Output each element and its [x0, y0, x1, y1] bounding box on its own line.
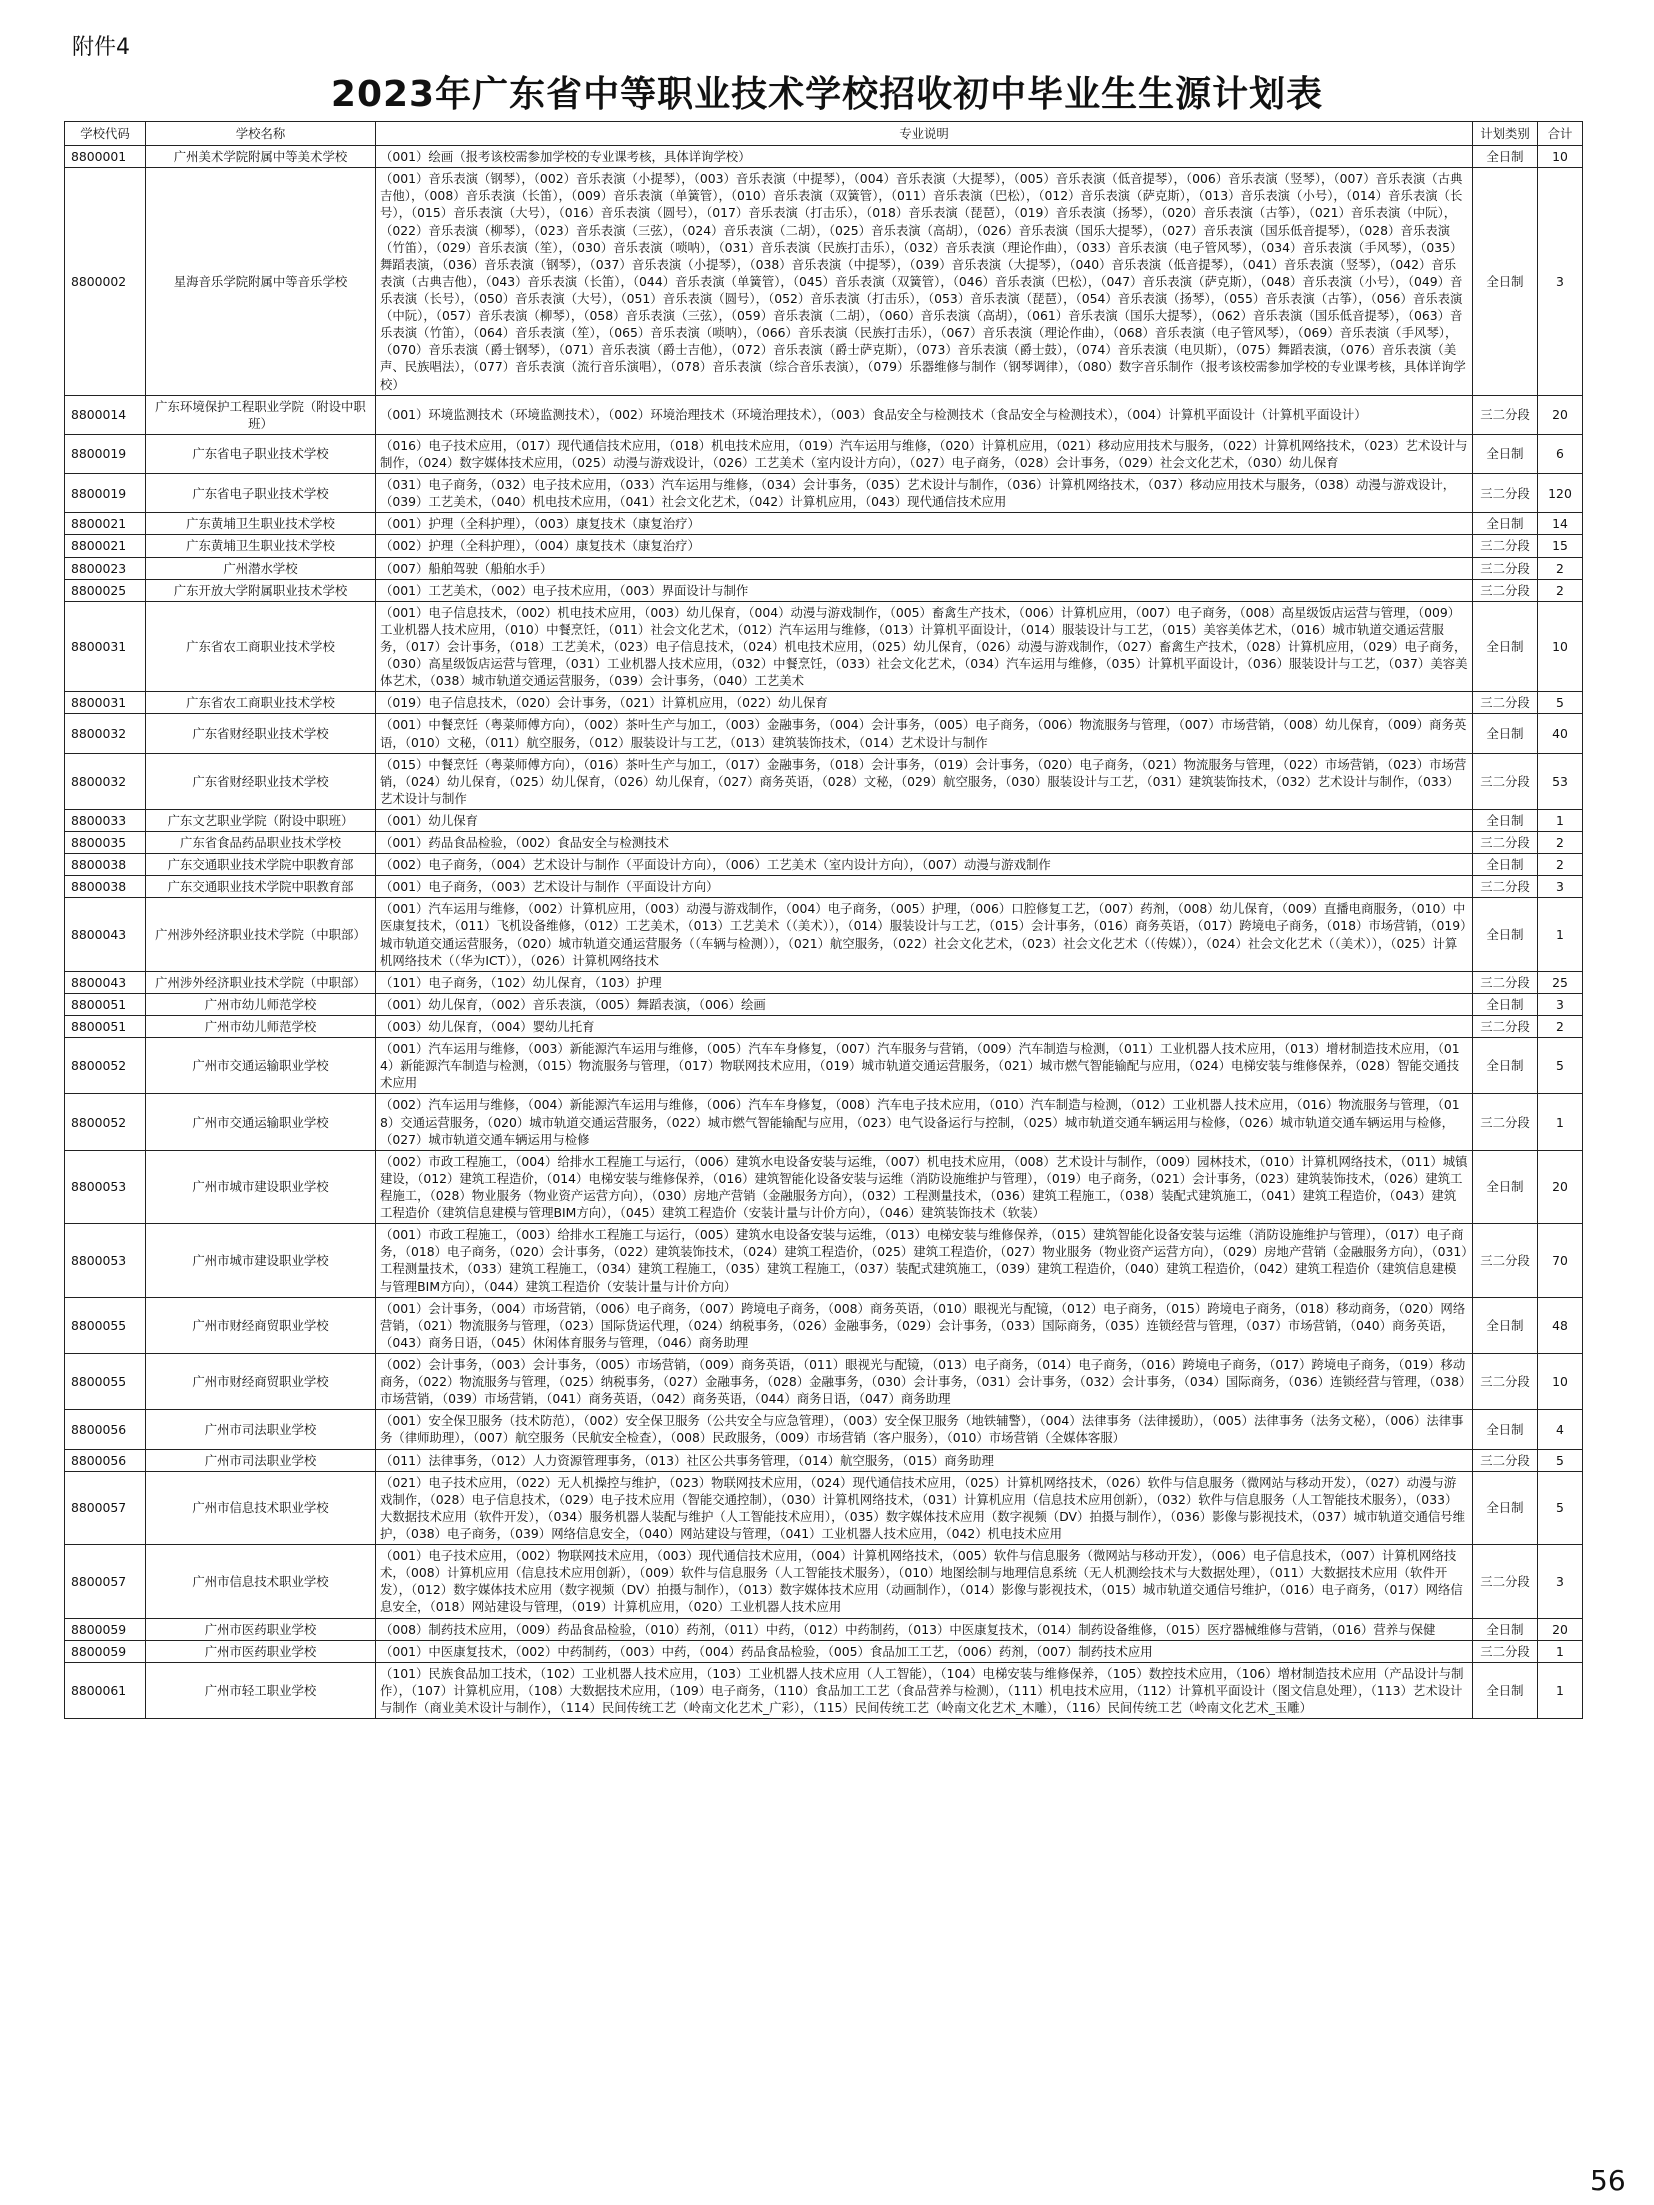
major-description-cell: （007）船舶驾驶（船舶水手）	[376, 557, 1473, 579]
table-row	[65, 146, 1583, 168]
major-description-cell: （001）工艺美术，（002）电子技术应用，（003）界面设计与制作	[376, 579, 1473, 601]
major-description-cell: （001）汽车运用与维修，（002）计算机应用，（003）动漫与游戏制作，（004）电子商务，（005）护理，（006）口腔修复工艺，（007）药剂，（008）幼儿保育，（009）直播电商服务，（010）中医康复技术，（011）飞机设备维修，（012）工艺美术，（013）工艺美术（（美术）），（014）服装设计与工艺，（015）会计事务，（016）商务英语，（017）跨境电子商务，（018）市场营销，（019）城市轨道交通运营服务，（020）城市轨道交通运营服务（（车辆与检测）），（021）航空服务，（022）社会文化艺术，（023）社会文化艺术（（传媒）），（024）社会文化艺术（（美术）），（025）计算机网络技术（（华为ICT）），（026）计算机网络技术	[376, 898, 1473, 971]
plan-type-cell: 全日制	[1473, 1662, 1538, 1718]
total-cell: 53	[1538, 753, 1583, 809]
school-code-cell: 8800021	[65, 535, 146, 557]
school-code-cell: 8800052	[65, 1094, 146, 1150]
plan-type-cell: 三二分段	[1473, 1354, 1538, 1410]
major-description-cell: （021）电子技术应用，（022）无人机操控与维护，（023）物联网技术应用，（024）现代通信技术应用，（025）计算机网络技术，（026）软件与信息服务（微网站与移动开发），（027）动漫与游戏制作，（028）电子信息技术，（029）电子技术应用（智能交通控制），（030）计算机网络技术，（031）计算机应用（信息技术应用创新），（032）软件与信息服务（人工智能技术服务），（033）大数据技术应用（软件开发），（034）服务机器人装配与维护（人工智能技术应用），（035）数字媒体技术应用（数字视频（DV）拍摄与制作），（036）影像与影视技术，（037）城市轨道交通信号维护，（038）电子商务，（039）网络信息安全，（040）网站建设与管理，（041）工业机器人技术应用，（042）机电技术应用	[376, 1471, 1473, 1544]
school-code-cell: 8800038	[65, 854, 146, 876]
school-code-cell: 8800032	[65, 753, 146, 809]
total-cell: 6	[1538, 434, 1583, 473]
table-row	[65, 474, 1583, 513]
major-description-cell: （015）中餐烹饪（粤菜师傅方向），（016）茶叶生产与加工，（017）金融事务，（018）会计事务，（019）会计事务，（020）电子商务，（021）物流服务与管理，（022）市场营销，（023）市场营销，（024）幼儿保育，（025）幼儿保育，（026）幼儿保育，（027）商务英语，（028）文秘，（029）航空服务，（030）服装设计与工艺，（031）建筑装饰技术，（032）艺术设计与制作，（033）艺术设计与制作	[376, 753, 1473, 809]
school-code-cell: 8800055	[65, 1354, 146, 1410]
plan-type-cell: 全日制	[1473, 714, 1538, 753]
plan-type-cell: 全日制	[1473, 601, 1538, 692]
table-row	[65, 1150, 1583, 1223]
table-row	[65, 809, 1583, 831]
school-name-cell: 广州市交通运输职业学校	[146, 1038, 376, 1094]
school-code-cell: 8800056	[65, 1410, 146, 1449]
school-code-cell: 8800061	[65, 1662, 146, 1718]
school-name-cell: 广州涉外经济职业技术学院（中职部）	[146, 898, 376, 971]
major-description-cell: （001）幼儿保育	[376, 809, 1473, 831]
total-cell: 1	[1538, 1094, 1583, 1150]
table-row	[65, 1618, 1583, 1640]
table-row	[65, 1410, 1583, 1449]
school-code-cell: 8800038	[65, 876, 146, 898]
school-code-cell: 8800057	[65, 1545, 146, 1618]
major-description-cell: （002）电子商务，（004）艺术设计与制作（平面设计方向），（006）工艺美术（室内设计方向），（007）动漫与游戏制作	[376, 854, 1473, 876]
school-code-cell: 8800053	[65, 1150, 146, 1223]
school-name-cell: 广东文艺职业学院（附设中职班）	[146, 809, 376, 831]
plan-type-cell: 全日制	[1473, 168, 1538, 395]
total-cell: 1	[1538, 898, 1583, 971]
major-description-cell: （016）电子技术应用，（017）现代通信技术应用，（018）机电技术应用，（019）汽车运用与维修，（020）计算机应用，（021）移动应用技术与服务，（022）计算机网络技术，（023）艺术设计与制作，（024）数字媒体技术应用，（025）动漫与游戏设计，（026）工艺美术（室内设计方向），（027）电子商务，（028）会计事务，（029）社会文化艺术，（030）幼儿保育	[376, 434, 1473, 473]
table-row	[65, 1016, 1583, 1038]
school-code-cell: 8800043	[65, 898, 146, 971]
total-cell: 2	[1538, 1016, 1583, 1038]
school-code-cell: 8800025	[65, 579, 146, 601]
header-plan-type: 计划类别	[1473, 122, 1538, 146]
table-header-row	[65, 122, 1583, 146]
plan-type-cell: 全日制	[1473, 898, 1538, 971]
plan-type-cell: 三二分段	[1473, 971, 1538, 993]
major-description-cell: （001）护理（全科护理），（003）康复技术（康复治疗）	[376, 513, 1473, 535]
table-row	[65, 395, 1583, 434]
table-row	[65, 898, 1583, 971]
total-cell: 48	[1538, 1297, 1583, 1353]
total-cell: 5	[1538, 1038, 1583, 1094]
header-total: 合计	[1538, 122, 1583, 146]
table-row	[65, 971, 1583, 993]
total-cell: 3	[1538, 993, 1583, 1015]
table-row	[65, 1471, 1583, 1544]
total-cell: 2	[1538, 854, 1583, 876]
plan-type-cell: 全日制	[1473, 809, 1538, 831]
major-description-cell: （002）市政工程施工，（004）给排水工程施工与运行，（006）建筑水电设备安装与运维，（007）机电技术应用，（008）艺术设计与制作，（009）园林技术，（010）计算机网络技术，（011）城镇建设，（012）建筑工程造价，（014）电梯安装与维修保养，（016）建筑智能化设备安装与运维（消防设施维护与管理），（019）电子商务，（021）会计事务，（023）建筑装饰技术，（026）建筑工程施工，（028）物业服务（物业资产运营方向），（030）房地产营销（金融服务方向），（032）工程测量技术，（036）建筑工程施工，（038）装配式建筑施工，（041）建筑工程造价，（043）建筑工程造价（建筑信息建模与管理BIM方向），（045）建筑工程造价（安装计量与计价方向），（046）建筑装饰技术（软装）	[376, 1150, 1473, 1223]
major-description-cell: （001）绘画（报考该校需参加学校的专业课考核，具体详询学校）	[376, 146, 1473, 168]
school-name-cell: 广州市医药职业学校	[146, 1640, 376, 1662]
major-description-cell: （001）汽车运用与维修，（003）新能源汽车运用与维修，（005）汽车车身修复，（007）汽车服务与营销，（009）汽车制造与检测，（011）工业机器人技术应用，（013）增材制造技术应用，（014）新能源汽车制造与检测，（015）物流服务与管理，（017）物联网技术应用，（019）城市轨道交通运营服务，（021）城市燃气智能输配与应用，（024）电梯安装与维修保养，（028）智能交通技术应用	[376, 1038, 1473, 1094]
plan-type-cell: 全日制	[1473, 1410, 1538, 1449]
major-description-cell: （001）幼儿保育，（002）音乐表演，（005）舞蹈表演，（006）绘画	[376, 993, 1473, 1015]
total-cell: 10	[1538, 601, 1583, 692]
major-description-cell: （001）药品食品检验，（002）食品安全与检测技术	[376, 832, 1473, 854]
plan-type-cell: 三二分段	[1473, 1094, 1538, 1150]
major-description-cell: （019）电子信息技术，（020）会计事务，（021）计算机应用，（022）幼儿保育	[376, 692, 1473, 714]
table-row	[65, 579, 1583, 601]
school-code-cell: 8800031	[65, 692, 146, 714]
table-row	[65, 993, 1583, 1015]
plan-type-cell: 全日制	[1473, 1618, 1538, 1640]
major-description-cell: （001）环境监测技术（环境监测技术），（002）环境治理技术（环境治理技术），（003）食品安全与检测技术（食品安全与检测技术），（004）计算机平面设计（计算机平面设计）	[376, 395, 1473, 434]
major-description-cell: （008）制药技术应用，（009）药品食品检验，（010）药剂，（011）中药，（012）中药制药，（013）中医康复技术，（014）制药设备维修，（015）医疗器械维修与营销，（016）营养与保健	[376, 1618, 1473, 1640]
major-description-cell: （003）幼儿保育，（004）婴幼儿托育	[376, 1016, 1473, 1038]
major-description-cell: （001）中餐烹饪（粤菜师傅方向），（002）茶叶生产与加工，（003）金融事务，（004）会计事务，（005）电子商务，（006）物流服务与管理，（007）市场营销，（008）幼儿保育，（009）商务英语，（010）文秘，（011）航空服务，（012）服装设计与工艺，（013）建筑装饰技术，（014）艺术设计与制作	[376, 714, 1473, 753]
total-cell: 3	[1538, 1545, 1583, 1618]
school-name-cell: 广东开放大学附属职业技术学校	[146, 579, 376, 601]
school-name-cell: 广东省财经职业技术学校	[146, 714, 376, 753]
table-row	[65, 832, 1583, 854]
total-cell: 25	[1538, 971, 1583, 993]
table-row	[65, 1094, 1583, 1150]
total-cell: 2	[1538, 557, 1583, 579]
header-school-code: 学校代码	[65, 122, 146, 146]
school-code-cell: 8800053	[65, 1224, 146, 1297]
major-description-cell: （001）电子信息技术，（002）机电技术应用，（003）幼儿保育，（004）动漫与游戏制作，（005）畜禽生产技术，（006）计算机应用，（007）电子商务，（008）高星级饭店运营与管理，（009）工业机器人技术应用，（010）中餐烹饪，（011）社会文化艺术，（012）汽车运用与维修，（013）计算机平面设计，（014）服装设计与工艺，（015）美容美体艺术，（016）城市轨道交通运营服务，（017）会计事务，（018）工艺美术，（023）电子信息技术，（024）机电技术应用，（025）幼儿保育，（026）动漫与游戏制作，（027）畜禽生产技术，（028）计算机应用，（029）电子商务，（030）高星级饭店运营与管理，（031）工业机器人技术应用，（032）中餐烹饪，（033）社会文化艺术，（034）汽车运用与维修，（035）计算机平面设计，（036）服装设计与工艺，（037）美容美体艺术，（038）城市轨道交通运营服务，（039）会计事务，（040）工艺美术	[376, 601, 1473, 692]
major-description-cell: （011）法律事务，（012）人力资源管理事务，（013）社区公共事务管理，（014）航空服务，（015）商务助理	[376, 1449, 1473, 1471]
table-row	[65, 601, 1583, 692]
school-name-cell: 广州市轻工职业学校	[146, 1662, 376, 1718]
school-name-cell: 广州市财经商贸职业学校	[146, 1297, 376, 1353]
total-cell: 1	[1538, 1662, 1583, 1718]
school-name-cell: 广东省农工商职业技术学校	[146, 692, 376, 714]
total-cell: 10	[1538, 1354, 1583, 1410]
school-code-cell: 8800001	[65, 146, 146, 168]
school-name-cell: 广州市幼儿师范学校	[146, 1016, 376, 1038]
plan-type-cell: 全日制	[1473, 1471, 1538, 1544]
school-name-cell: 广州美术学院附属中等美术学校	[146, 146, 376, 168]
school-name-cell: 广州市信息技术职业学校	[146, 1471, 376, 1544]
total-cell: 2	[1538, 579, 1583, 601]
total-cell: 70	[1538, 1224, 1583, 1297]
plan-type-cell: 三二分段	[1473, 1016, 1538, 1038]
school-name-cell: 星海音乐学院附属中等音乐学校	[146, 168, 376, 395]
table-row	[65, 714, 1583, 753]
table-row	[65, 876, 1583, 898]
plan-type-cell: 全日制	[1473, 1297, 1538, 1353]
table-row	[65, 535, 1583, 557]
school-code-cell: 8800002	[65, 168, 146, 395]
school-name-cell: 广东省电子职业技术学校	[146, 474, 376, 513]
school-name-cell: 广州市司法职业学校	[146, 1410, 376, 1449]
table-row	[65, 1224, 1583, 1297]
school-code-cell: 8800019	[65, 434, 146, 473]
plan-type-cell: 三二分段	[1473, 1224, 1538, 1297]
school-code-cell: 8800031	[65, 601, 146, 692]
school-name-cell: 广州市城市建设职业学校	[146, 1150, 376, 1223]
table-row	[65, 434, 1583, 473]
major-description-cell: （001）电子商务，（003）艺术设计与制作（平面设计方向）	[376, 876, 1473, 898]
school-code-cell: 8800023	[65, 557, 146, 579]
table-row	[65, 1297, 1583, 1353]
school-name-cell: 广州涉外经济职业技术学院（中职部）	[146, 971, 376, 993]
total-cell: 1	[1538, 809, 1583, 831]
plan-type-cell: 三二分段	[1473, 1640, 1538, 1662]
plan-type-cell: 全日制	[1473, 993, 1538, 1015]
plan-type-cell: 全日制	[1473, 513, 1538, 535]
table-row	[65, 1449, 1583, 1471]
major-description-cell: （101）民族食品加工技术，（102）工业机器人技术应用，（103）工业机器人技术应用（人工智能），（104）电梯安装与维修保养，（105）数控技术应用，（106）增材制造技术应用（产品设计与制作），（107）计算机应用，（108）大数据技术应用，（109）电子商务，（110）食品加工工艺（食品营养与检测），（111）机电技术应用，（112）计算机平面设计（图文信息处理），（113）艺术设计与制作（商业美术设计与制作），（114）民间传统工艺（岭南文化艺术_广彩），（115）民间传统工艺（岭南文化艺术_木雕），（116）民间传统工艺（岭南文化艺术_玉雕）	[376, 1662, 1473, 1718]
major-description-cell: （002）汽车运用与维修，（004）新能源汽车运用与维修，（006）汽车车身修复，（008）汽车电子技术应用，（010）汽车制造与检测，（012）工业机器人技术应用，（016）物流服务与管理，（018）交通运营服务，（020）城市轨道交通运营服务，（022）城市燃气智能输配与应用，（023）电气设备运行与控制，（025）城市轨道交通车辆运用与检修，（026）城市轨道交通车辆运用与检修，（027）城市轨道交通车辆运用与检修	[376, 1094, 1473, 1150]
school-name-cell: 广州市幼儿师范学校	[146, 993, 376, 1015]
total-cell: 2	[1538, 832, 1583, 854]
plan-type-cell: 三二分段	[1473, 535, 1538, 557]
plan-type-cell: 全日制	[1473, 1150, 1538, 1223]
table-row	[65, 854, 1583, 876]
school-code-cell: 8800051	[65, 1016, 146, 1038]
page-number: 56	[1590, 2164, 1626, 2197]
school-name-cell: 广州市医药职业学校	[146, 1618, 376, 1640]
school-name-cell: 广东黄埔卫生职业技术学校	[146, 513, 376, 535]
plan-type-cell: 三二分段	[1473, 692, 1538, 714]
school-code-cell: 8800033	[65, 809, 146, 831]
plan-type-cell: 三二分段	[1473, 832, 1538, 854]
school-name-cell: 广东环境保护工程职业学院（附设中职班）	[146, 395, 376, 434]
total-cell: 20	[1538, 1618, 1583, 1640]
table-row	[65, 513, 1583, 535]
major-description-cell: （002）会计事务，（003）会计事务，（005）市场营销，（009）商务英语，（011）眼视光与配镜，（013）电子商务，（014）电子商务，（016）跨境电子商务，（017）跨境电子商务，（019）移动商务，（022）物流服务与管理，（025）纳税事务，（027）金融事务，（028）金融事务，（030）会计事务，（031）会计事务，（032）会计事务，（034）国际商务，（036）连锁经营与管理，（038）市场营销，（039）市场营销，（041）商务英语，（042）商务英语，（044）商务日语，（047）商务助理	[376, 1354, 1473, 1410]
plan-type-cell: 三二分段	[1473, 579, 1538, 601]
plan-type-cell: 全日制	[1473, 1038, 1538, 1094]
header-major-description: 专业说明	[376, 122, 1473, 146]
major-description-cell: （001）电子技术应用，（002）物联网技术应用，（003）现代通信技术应用，（004）计算机网络技术，（005）软件与信息服务（微网站与移动开发），（006）电子信息技术，（007）计算机网络技术，（008）计算机应用（信息技术应用创新），（009）软件与信息服务（人工智能技术服务），（010）地图绘制与地理信息系统（无人机测绘技术与大数据处理），（011）大数据技术应用（软件开发），（012）数字媒体技术应用（数字视频（DV）拍摄与制作），（013）数字媒体技术应用（动画制作），（014）影像与影视技术，（015）城市轨道交通信号维护，（016）电子商务，（017）网络信息安全，（018）网站建设与管理，（019）计算机应用，（020）工业机器人技术应用	[376, 1545, 1473, 1618]
school-name-cell: 广东省农工商职业技术学校	[146, 601, 376, 692]
school-name-cell: 广州市信息技术职业学校	[146, 1545, 376, 1618]
table-row	[65, 1640, 1583, 1662]
plan-type-cell: 全日制	[1473, 854, 1538, 876]
plan-type-cell: 三二分段	[1473, 876, 1538, 898]
school-code-cell: 8800019	[65, 474, 146, 513]
major-description-cell: （031）电子商务，（032）电子技术应用，（033）汽车运用与维修，（034）会计事务，（035）艺术设计与制作，（036）计算机网络技术，（037）移动应用技术与服务，（038）动漫与游戏设计，（039）工艺美术，（040）机电技术应用，（041）社会文化艺术，（042）计算机应用，（043）现代通信技术应用	[376, 474, 1473, 513]
school-code-cell: 8800056	[65, 1449, 146, 1471]
school-code-cell: 8800057	[65, 1471, 146, 1544]
table-row	[65, 1662, 1583, 1718]
table-body	[65, 146, 1583, 1719]
major-description-cell: （001）安全保卫服务（技术防范），（002）安全保卫服务（公共安全与应急管理），（003）安全保卫服务（地铁辅警），（004）法律事务（法律援助），（005）法律事务（法务文秘），（006）法律事务（律师助理），（007）航空服务（民航安全检查），（008）民政服务，（009）市场营销（客户服务），（010）市场营销（全媒体客服）	[376, 1410, 1473, 1449]
total-cell: 20	[1538, 395, 1583, 434]
plan-type-cell: 三二分段	[1473, 1449, 1538, 1471]
total-cell: 5	[1538, 1449, 1583, 1471]
total-cell: 5	[1538, 1471, 1583, 1544]
total-cell: 14	[1538, 513, 1583, 535]
plan-type-cell: 三二分段	[1473, 1545, 1538, 1618]
attachment-label: 附件4	[72, 35, 130, 60]
school-name-cell: 广东交通职业技术学院中职教育部	[146, 854, 376, 876]
total-cell: 5	[1538, 692, 1583, 714]
table-row	[65, 557, 1583, 579]
major-description-cell: （001）音乐表演（钢琴），（002）音乐表演（小提琴），（003）音乐表演（中提琴），（004）音乐表演（大提琴），（005）音乐表演（低音提琴），（006）音乐表演（竖琴），（007）音乐表演（古典吉他），（008）音乐表演（长笛），（009）音乐表演（单簧管），（010）音乐表演（双簧管），（011）音乐表演（巴松），（012）音乐表演（萨克斯），（013）音乐表演（小号），（014）音乐表演（长号），（015）音乐表演（大号），（016）音乐表演（圆号），（017）音乐表演（打击乐），（018）音乐表演（琵琶），（019）音乐表演（扬琴），（020）音乐表演（古筝），（021）音乐表演（中阮），（022）音乐表演（柳琴），（023）音乐表演（三弦），（024）音乐表演（二胡），（025）音乐表演（高胡），（026）音乐表演（国乐大提琴），（027）音乐表演（国乐低音提琴），（028）音乐表演（竹笛），（029）音乐表演（笙），（030）音乐表演（唢呐），（031）音乐表演（民族打击乐），（032）音乐表演（理论作曲），（033）音乐表演（电子管风琴），（034）音乐表演（手风琴），（035）舞蹈表演，（036）音乐表演（钢琴），（037）音乐表演（小提琴），（038）音乐表演（中提琴），（039）音乐表演（大提琴），（040）音乐表演（低音提琴），（041）音乐表演（竖琴），（042）音乐表演（古典吉他），（043）音乐表演（长笛），（044）音乐表演（单簧管），（045）音乐表演（双簧管），（046）音乐表演（巴松），（047）音乐表演（萨克斯），（048）音乐表演（小号），（049）音乐表演（长号），（050）音乐表演（大号），（051）音乐表演（圆号），（052）音乐表演（打击乐），（053）音乐表演（琵琶），（054）音乐表演（扬琴），（055）音乐表演（古筝），（056）音乐表演（中阮），（057）音乐表演（柳琴），（058）音乐表演（三弦），（059）音乐表演（二胡），（060）音乐表演（高胡），（061）音乐表演（国乐大提琴），（062）音乐表演（国乐低音提琴），（063）音乐表演（竹笛），（064）音乐表演（笙），（065）音乐表演（唢呐），（066）音乐表演（民族打击乐），（067）音乐表演（理论作曲），（068）音乐表演（电子管风琴），（069）音乐表演（手风琴），（070）音乐表演（爵士钢琴），（071）音乐表演（爵士吉他），（072）音乐表演（爵士萨克斯），（073）音乐表演（爵士鼓），（074）音乐表演（电贝斯），（075）舞蹈表演，（076）音乐表演（美声、民族唱法），（077）音乐表演（流行音乐演唱），（078）音乐表演（综合音乐表演），（079）乐器维修与制作（钢琴调律），（080）数字音乐制作（报考该校需参加学校的专业课考核，具体详询学校）	[376, 168, 1473, 395]
school-code-cell: 8800052	[65, 1038, 146, 1094]
table-row	[65, 168, 1583, 395]
major-description-cell: （001）会计事务，（004）市场营销，（006）电子商务，（007）跨境电子商务，（008）商务英语，（010）眼视光与配镜，（012）电子商务，（015）跨境电子商务，（018）移动商务，（020）网络营销，（021）物流服务与管理，（023）国际货运代理，（024）纳税事务，（026）金融事务，（029）会计事务，（033）国际商务，（035）连锁经营与管理，（037）市场营销，（040）商务英语，（043）商务日语，（045）休闲体育服务与管理，（046）商务助理	[376, 1297, 1473, 1353]
table-row	[65, 1038, 1583, 1094]
school-code-cell: 8800014	[65, 395, 146, 434]
school-name-cell: 广东黄埔卫生职业技术学校	[146, 535, 376, 557]
school-name-cell: 广州市司法职业学校	[146, 1449, 376, 1471]
plan-type-cell: 全日制	[1473, 434, 1538, 473]
school-code-cell: 8800059	[65, 1640, 146, 1662]
plan-type-cell: 三二分段	[1473, 395, 1538, 434]
table-row	[65, 1354, 1583, 1410]
school-code-cell: 8800055	[65, 1297, 146, 1353]
enrollment-plan-table	[64, 121, 1583, 1719]
school-name-cell: 广州市城市建设职业学校	[146, 1224, 376, 1297]
total-cell: 20	[1538, 1150, 1583, 1223]
school-code-cell: 8800051	[65, 993, 146, 1015]
header-school-name: 学校名称	[146, 122, 376, 146]
plan-type-cell: 三二分段	[1473, 474, 1538, 513]
major-description-cell: （001）市政工程施工，（003）给排水工程施工与运行，（005）建筑水电设备安装与运维，（013）电梯安装与维修保养，（015）建筑智能化设备安装与运维（消防设施维护与管理），（017）电子商务，（018）电子商务，（020）会计事务，（022）建筑装饰技术，（024）建筑工程造价，（025）建筑工程造价，（027）物业服务（物业资产运营方向），（029）房地产营销（金融服务方向），（031）工程测量技术，（033）建筑工程施工，（034）建筑工程施工，（035）建筑工程施工，（037）装配式建筑施工，（039）建筑工程造价，（040）建筑工程造价，（042）建筑工程造价（建筑信息建模与管理BIM方向），（044）建筑工程造价（安装计量与计价方向）	[376, 1224, 1473, 1297]
school-name-cell: 广东省食品药品职业技术学校	[146, 832, 376, 854]
total-cell: 15	[1538, 535, 1583, 557]
total-cell: 3	[1538, 168, 1583, 395]
table-row	[65, 753, 1583, 809]
total-cell: 40	[1538, 714, 1583, 753]
school-code-cell: 8800043	[65, 971, 146, 993]
table-row	[65, 692, 1583, 714]
total-cell: 10	[1538, 146, 1583, 168]
major-description-cell: （002）护理（全科护理），（004）康复技术（康复治疗）	[376, 535, 1473, 557]
plan-type-cell: 三二分段	[1473, 557, 1538, 579]
plan-type-cell: 三二分段	[1473, 753, 1538, 809]
total-cell: 120	[1538, 474, 1583, 513]
page-title: 2023年广东省中等职业技术学校招收初中毕业生生源计划表	[330, 74, 1324, 115]
school-code-cell: 8800059	[65, 1618, 146, 1640]
school-name-cell: 广东省财经职业技术学校	[146, 753, 376, 809]
school-code-cell: 8800021	[65, 513, 146, 535]
school-code-cell: 8800035	[65, 832, 146, 854]
school-name-cell: 广东交通职业技术学院中职教育部	[146, 876, 376, 898]
school-code-cell: 8800032	[65, 714, 146, 753]
school-name-cell: 广东省电子职业技术学校	[146, 434, 376, 473]
school-name-cell: 广州市财经商贸职业学校	[146, 1354, 376, 1410]
school-name-cell: 广州潜水学校	[146, 557, 376, 579]
total-cell: 3	[1538, 876, 1583, 898]
major-description-cell: （101）电子商务，（102）幼儿保育，（103）护理	[376, 971, 1473, 993]
major-description-cell: （001）中医康复技术，（002）中药制药，（003）中药，（004）药品食品检验，（005）食品加工工艺，（006）药剂，（007）制药技术应用	[376, 1640, 1473, 1662]
total-cell: 1	[1538, 1640, 1583, 1662]
school-name-cell: 广州市交通运输职业学校	[146, 1094, 376, 1150]
table-row	[65, 1545, 1583, 1618]
plan-type-cell: 全日制	[1473, 146, 1538, 168]
total-cell: 4	[1538, 1410, 1583, 1449]
